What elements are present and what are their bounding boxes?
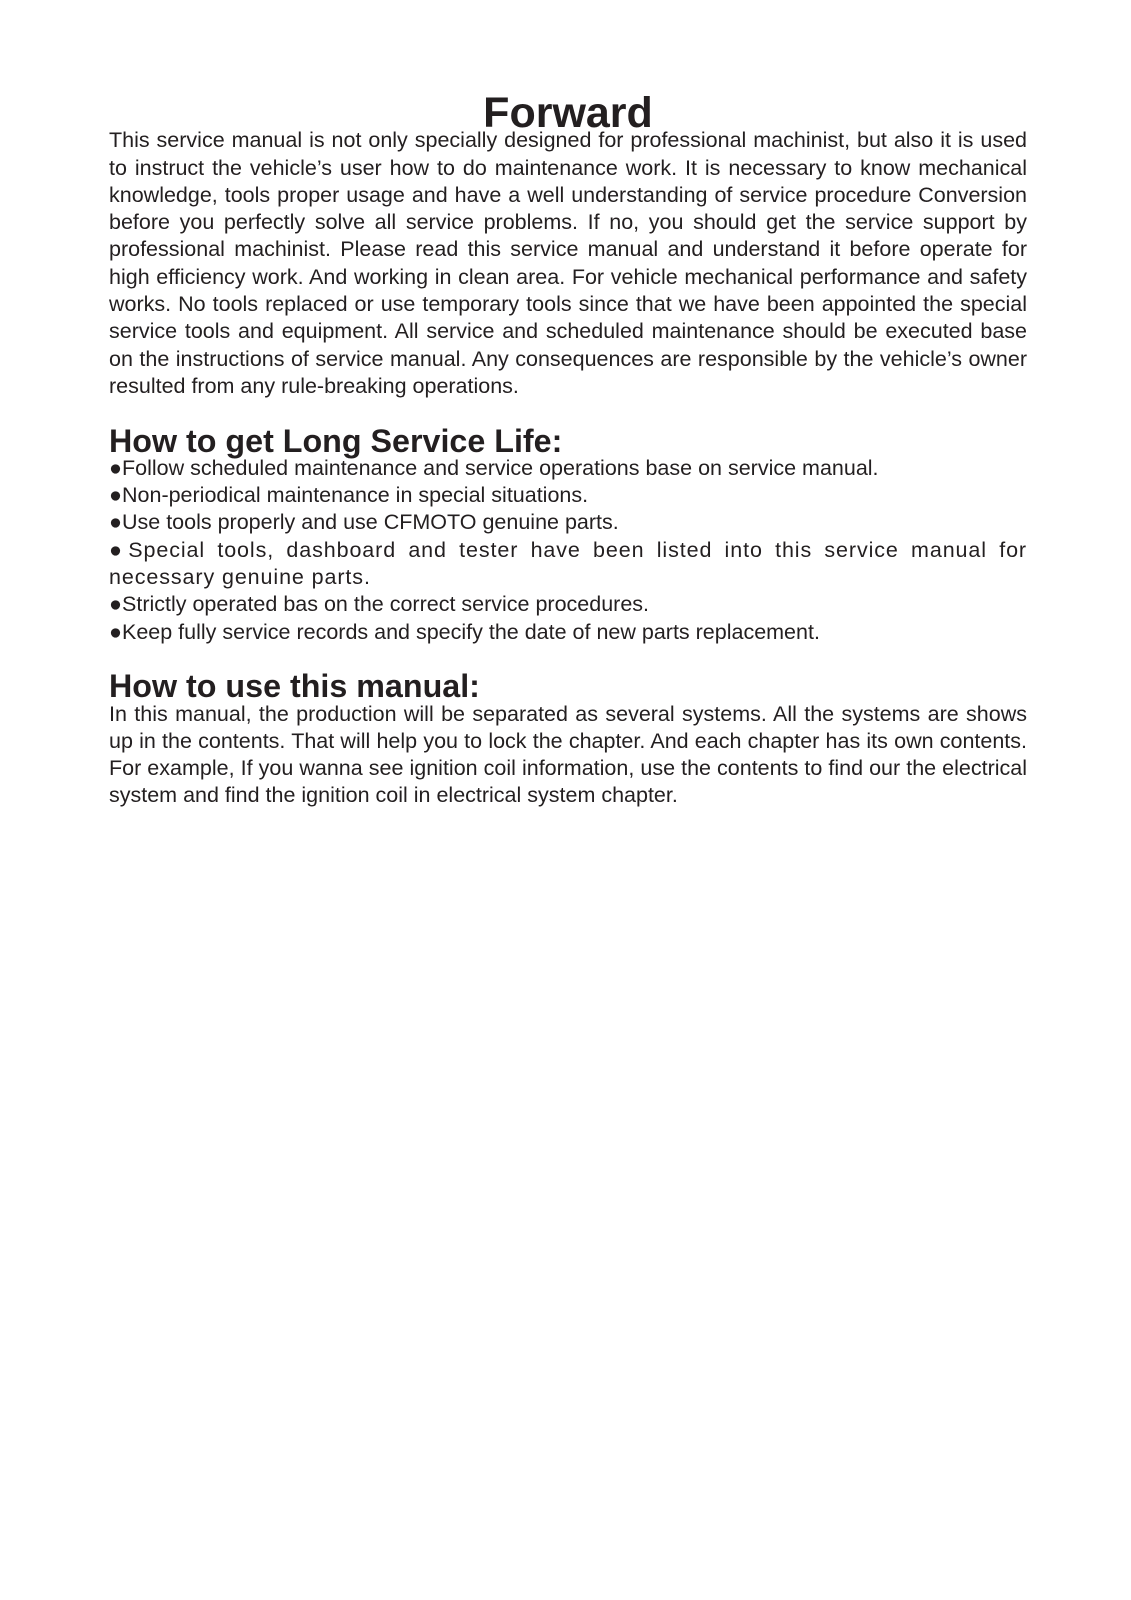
list-item-text: Special tools, dashboard and tester have been listed into this service manual for necessary genuine parts. [109, 537, 1027, 590]
list-item-text: Follow scheduled maintenance and service operations base on service manual. [122, 455, 879, 480]
bullet-icon: ● [109, 483, 122, 508]
page-title: Forward [483, 89, 653, 137]
bullet-icon: ● [109, 455, 122, 480]
list-item-text: Strictly operated bas on the correct service procedures. [122, 592, 650, 617]
list-item [109, 455, 1027, 482]
bullet-icon: ● [109, 619, 122, 644]
long-service-life-list [109, 455, 1027, 646]
list-item [109, 591, 1027, 618]
bullet-icon: ● [109, 537, 129, 562]
bullet-icon: ● [109, 592, 122, 617]
list-item [109, 509, 1027, 536]
list-item [109, 482, 1027, 509]
bullet-icon: ● [109, 510, 122, 535]
how-to-use-paragraph: In this manual, the production will be separated as several systems. All the systems are shows up in the contents. That will help you to lock the chapter. And each chapter has its own contents. For example, If you wanna see ignition coil information, use the contents to find our the electrical system and find the ignition coil in electrical system chapter. [109, 701, 1027, 808]
intro-paragraph: This service manual is not only specially designed for professional machinist, but also it is used to instruct the vehicle’s user how to do maintenance work. It is necessary to know mechanical knowledge, tools proper usage and have a well understanding of service procedure Conversion before you perfectly solve all service problems. If no, you should get the service support by professional machinist. Please read this service manual and understand it before operate for high efficiency work. And working in clean area. For vehicle mechanical performance and safety works. No tools replaced or use temporary tools since that we have been appointed the special service tools and equipment. All service and scheduled maintenance should be executed base on the instructions of service manual. Any consequences are responsible by the vehicle’s owner resulted from any rule-breaking operations. [109, 128, 1027, 398]
list-item-text: Use tools properly and use CFMOTO genuine parts. [122, 510, 619, 535]
list-item-text: Keep fully service records and specify the date of new parts replacement. [122, 619, 820, 644]
section-heading-how-to-use: How to use this manual: [109, 668, 480, 705]
document-page [109, 89, 1027, 810]
list-item [109, 619, 1027, 646]
list-item-text: Non-periodical maintenance in special situations. [122, 483, 589, 508]
section-heading-long-service-life: How to get Long Service Life: [109, 422, 563, 459]
list-item [109, 537, 1027, 592]
